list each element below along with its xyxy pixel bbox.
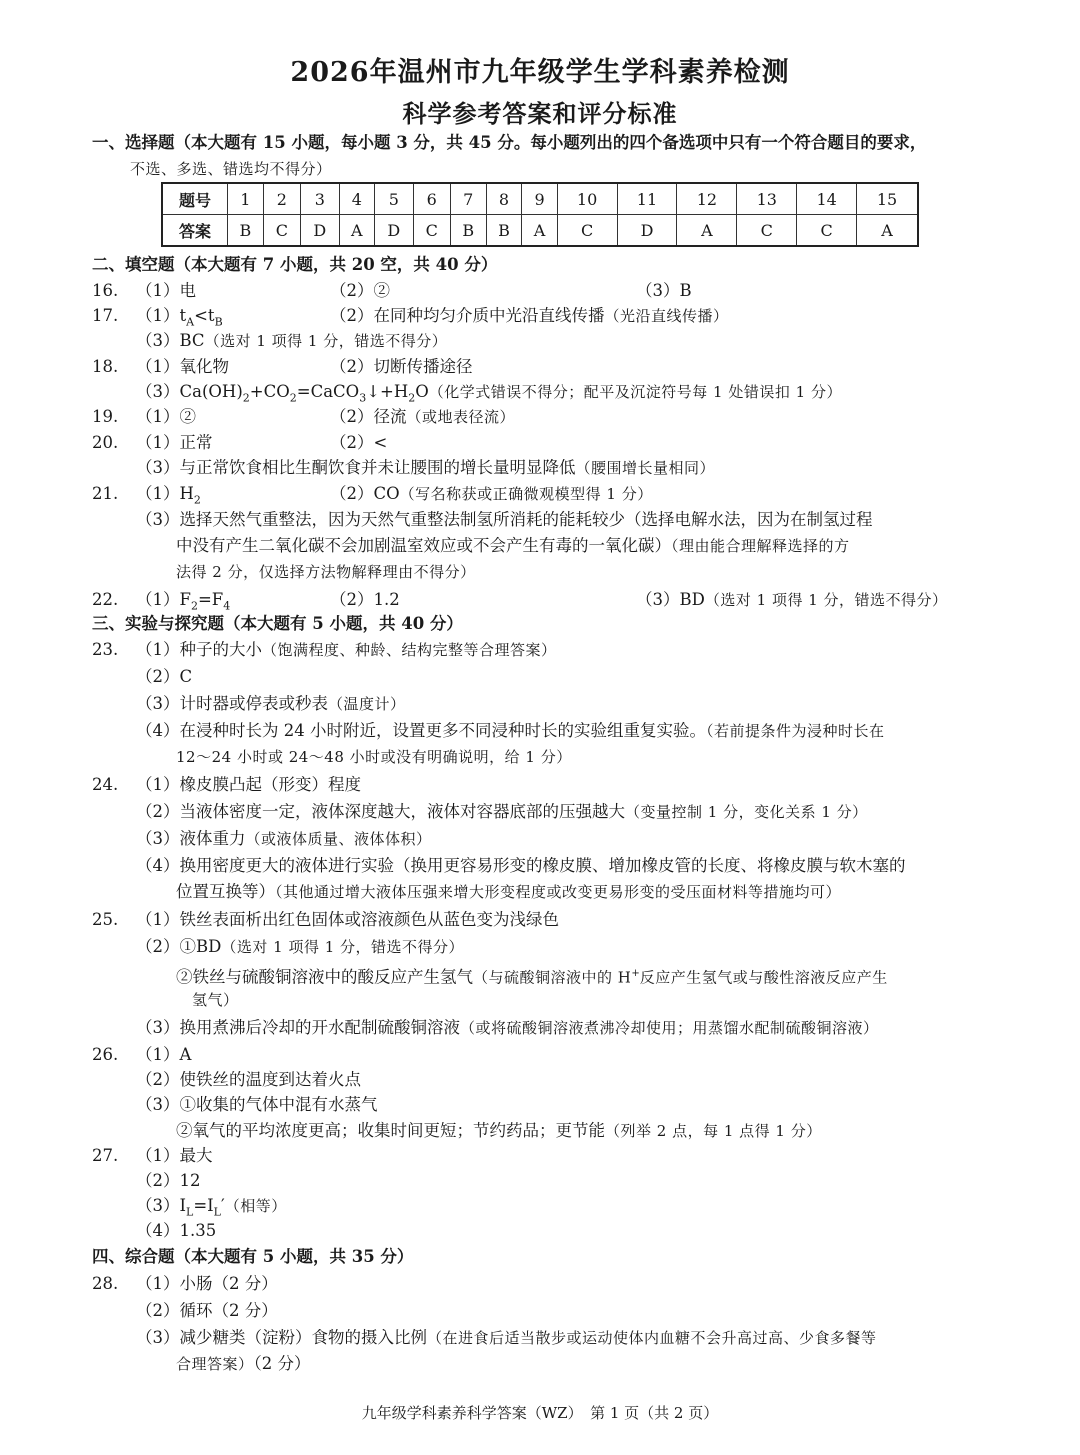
answer-cell: A	[857, 215, 918, 247]
q21-part3-line1: （3）选择天然气重整法，因为天然气重整法制氢所消耗的能耗较少（选择电解水法，因为在制氢过程	[136, 510, 873, 529]
section3-heading: 三、实验与探究题（本大题有 5 小题，共 40 分）	[92, 614, 463, 633]
answer-cell: C	[797, 215, 857, 247]
q22-part2: （2）1.2	[330, 590, 400, 609]
section4-heading: 四、综合题（本大题有 5 小题，共 35 分）	[92, 1247, 414, 1266]
answer-cell: A	[677, 215, 737, 247]
q25-part2-2: ②铁丝与硫酸铜溶液中的酸反应产生氢气（与硫酸铜溶液中的 H+反应产生氢气或与酸性溶液反应产生	[176, 967, 888, 987]
answer-table-header-row	[162, 183, 918, 215]
section1-title: 一、选择题（本大题有 15 小题，每小题 3 分，共 45 分。每小题列出的四个备选项中只有一个符合题目的要求，	[92, 133, 927, 152]
answer-cell: A	[522, 215, 557, 247]
q21-part1: $(1)H_2$	[136, 484, 201, 507]
q26-part2: （2）使铁丝的温度到达着火点	[136, 1070, 361, 1089]
question-number-cell: 12	[677, 183, 737, 215]
question-number-cell: 15	[857, 183, 918, 215]
q22-number: 22.	[92, 590, 119, 609]
page-footer: 九年级学科素养科学答案（WZ） 第 1 页（共 2 页）	[361, 1404, 719, 1422]
q24-part1: （1）橡皮膜凸起（形变）程度	[136, 775, 361, 794]
answer-cell: C	[263, 215, 300, 247]
question-number-cell: 9	[522, 183, 557, 215]
q27-part4: （4）1.35	[136, 1221, 217, 1240]
q25-part2-2-cont: 氢气）	[192, 991, 239, 1009]
q27-part1: （1）最大	[136, 1146, 213, 1165]
answer-table-header-label: 题号	[162, 183, 228, 215]
q26-number: 26.	[92, 1045, 119, 1064]
question-number-cell: 8	[486, 183, 522, 215]
question-number-cell: 11	[617, 183, 677, 215]
q22-part1: $(1)F_2=F_4$	[136, 590, 231, 613]
q24-number: 24.	[92, 775, 119, 794]
q26-part1: （1）A	[136, 1045, 192, 1064]
q28-part3-line2: 合理答案）（2 分）	[176, 1354, 311, 1373]
q24-part3: （3）液体重力（或液体质量、液体体积）	[136, 829, 432, 848]
q23-part4-line1: （4）在浸种时长为 24 小时附近，设置更多不同浸种时长的实验组重复实验。（若前提条件为浸种时长在	[136, 721, 885, 740]
q21-number: 21.	[92, 484, 119, 503]
q23-part4-line2: 12～24 小时或 24～48 小时或没有明确说明，给 1 分）	[176, 748, 572, 766]
answer-cell: B	[228, 215, 264, 247]
question-number-cell: 4	[339, 183, 374, 215]
q20-part2: （2）<	[330, 433, 388, 452]
answer-table-answer-label: 答案	[162, 215, 228, 247]
q24-part4-line1: （4）换用密度更大的液体进行实验（换用更容易形变的橡皮膜、增加橡皮管的长度、将橡皮膜与软木塞的	[136, 856, 906, 875]
answer-cell: C	[413, 215, 450, 247]
q16-part1: （1）电	[136, 281, 196, 300]
q17-part1: $(1)t_A<t_B$	[136, 306, 223, 329]
q20-number: 20.	[92, 433, 119, 452]
answer-table	[161, 182, 919, 247]
answer-cell: D	[300, 215, 339, 247]
answer-table-answer-row	[162, 215, 918, 247]
question-number-cell: 14	[797, 183, 857, 215]
question-number-cell: 5	[374, 183, 413, 215]
q21-part3-line3: 法得 2 分，仅选择方法物解释理由不得分）	[176, 563, 476, 581]
page-title: 2026年温州市九年级学生学科素养检测	[290, 57, 790, 88]
q19-number: 19.	[92, 407, 119, 426]
q21-part2: （2）CO（写名称获或正确微观模型得 1 分）	[330, 484, 653, 503]
q23-part3: （3）计时器或停表或秒表（温度计）	[136, 694, 406, 713]
answer-cell: A	[339, 215, 374, 247]
q21-part3-line2: 中没有产生二氧化碳不会加剧温室效应或不会产生有毒的一氧化碳）（理由能合理解释选择的方	[176, 536, 850, 555]
q19-part2: （2）径流（或地表径流）	[330, 407, 516, 426]
q27-number: 27.	[92, 1146, 119, 1165]
question-number-cell: 3	[300, 183, 339, 215]
answer-cell: D	[617, 215, 677, 247]
q23-part1: （1）种子的大小（饱满程度、种龄、结构完整等合理答案）	[136, 640, 557, 659]
question-number-cell: 7	[450, 183, 486, 215]
answer-cell: B	[450, 215, 486, 247]
q28-part3-line1: （3）减少糖类（淀粉）食物的摄入比例（在进食后适当散步或运动使体内血糖不会升高过高、少食多餐等	[136, 1328, 877, 1347]
question-number-cell: 10	[557, 183, 617, 215]
q20-part1: （1）正常	[136, 433, 213, 452]
section2-heading: 二、填空题（本大题有 7 小题，共 20 空，共 40 分）	[92, 255, 498, 274]
q24-part2: （2）当液体密度一定，液体深度越大，液体对容器底部的压强越大（变量控制 1 分，变化关系 1 分）	[136, 802, 868, 821]
q23-number: 23.	[92, 640, 119, 659]
answer-cell: B	[486, 215, 522, 247]
q18-number: 18.	[92, 357, 119, 376]
q16-number: 16.	[92, 281, 119, 300]
q28-part2: （2）循环（2 分）	[136, 1301, 278, 1320]
q25-number: 25.	[92, 910, 119, 929]
q16-part2: （2）②	[330, 281, 390, 300]
question-number-cell: 1	[228, 183, 264, 215]
q18-part3-equation: $(3)Ca(OH)_2+CO_2=CaCO_3↓+H_2O$（化学式错误不得分；配平及沉淀符号每 1 处错误扣 1 分）	[136, 382, 842, 405]
question-number-cell: 2	[263, 183, 300, 215]
q24-part4-line2: 位置互换等）（其他通过增大液体压强来增大形变程度或改变更易形变的受压面材料等措施均可）	[176, 882, 842, 901]
q17-part3: （3）BC（选对 1 项得 1 分，错选不得分）	[136, 331, 448, 350]
q20-part3: （3）与正常饮食相比生酮饮食并未让腰围的增长量明显降低（腰围增长量相同）	[136, 458, 716, 477]
section1-heading	[92, 132, 926, 154]
q27-part3: $(3)I_L=I_L'$（相等）	[136, 1196, 287, 1219]
section1-heading-cont: 不选、多选、错选均不得分）	[130, 160, 332, 178]
q26-part3-2: ②氧气的平均浓度更高；收集时间更短；节约药品；更节能（列举 2 点，每 1 点得 1 分）	[176, 1121, 822, 1140]
q26-part3-1: （3）①收集的气体中混有水蒸气	[136, 1095, 378, 1114]
q27-part2: （2）12	[136, 1171, 201, 1190]
question-number-cell: 13	[737, 183, 797, 215]
answer-cell: D	[374, 215, 413, 247]
answer-cell: C	[737, 215, 797, 247]
page-subtitle: 科学参考答案和评分标准	[402, 99, 678, 128]
q28-part1: （1）小肠（2 分）	[136, 1274, 278, 1293]
q25-part2-1: （2）①BD（选对 1 项得 1 分，错选不得分）	[136, 937, 465, 956]
q18-part2: （2）切断传播途径	[330, 357, 473, 376]
q28-number: 28.	[92, 1274, 119, 1293]
q22-part3: （3）BD（选对 1 项得 1 分，错选不得分）	[636, 590, 948, 609]
q25-part3: （3）换用煮沸后冷却的开水配制硫酸铜溶液（或将硫酸铜溶液煮沸冷却使用；用蒸馏水配制硫酸铜溶液）	[136, 1018, 879, 1037]
q17-part2: （2）在同种均匀介质中光沿直线传播（光沿直线传播）	[330, 306, 729, 325]
q17-number: 17.	[92, 306, 119, 325]
q18-part1: （1）氧化物	[136, 357, 229, 376]
answer-cell: C	[557, 215, 617, 247]
question-number-cell: 6	[413, 183, 450, 215]
q16-part3: （3）B	[636, 281, 692, 300]
q19-part1: （1）②	[136, 407, 196, 426]
q23-part2: （2）C	[136, 667, 193, 686]
q25-part1: （1）铁丝表面析出红色固体或溶液颜色从蓝色变为浅绿色	[136, 910, 559, 929]
